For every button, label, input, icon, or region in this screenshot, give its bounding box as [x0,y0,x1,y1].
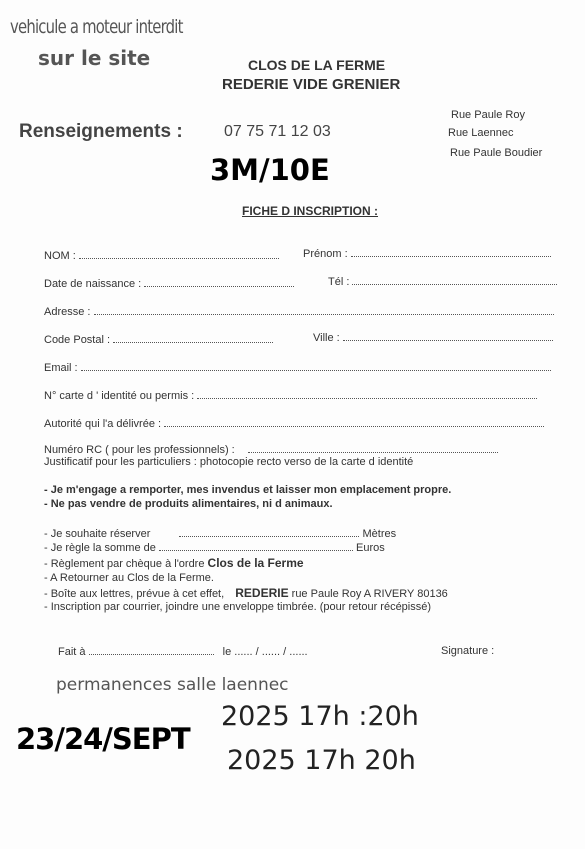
field-autorite [44,417,544,430]
field-ville [313,331,553,344]
input-code-postal[interactable] [113,333,273,343]
label-boite: - Boîte aux lettres, prévue à cet effet, [44,588,225,600]
input-carte[interactable] [197,389,537,399]
street-3: Rue Paule Boudier [450,147,543,159]
label-reserver: - Je souhaite réserver [44,528,151,540]
vehicle-ban-note-line2: sur le site [38,46,151,70]
input-adresse[interactable] [94,305,554,315]
header-subtitle: REDERIE VIDE GRENIER [222,76,401,93]
label-prenom: Prénom : [303,248,348,260]
label-naissance: Date de naissance : [44,278,142,290]
input-nom[interactable] [79,249,279,259]
label-autorite: Autorité qui l'a délivrée : [44,418,162,430]
field-rc [44,443,498,456]
price-label: 3M/10E [210,153,330,187]
label-adresse: Adresse : [44,306,91,318]
label-regle: - Je règle la somme de [44,542,156,554]
input-metres[interactable] [179,527,359,537]
return-note: - A Retourner au Clos de la Ferme. [44,572,214,584]
cheque-row [44,556,304,570]
cheque-payee: Clos de la Ferme [207,556,304,570]
label-nom: NOM : [44,250,76,262]
field-naissance [44,277,294,290]
label-carte: N° carte d ' identité ou permis : [44,390,195,402]
label-email: Email : [44,362,78,374]
field-email [44,361,551,374]
mailbox-row [44,586,448,600]
field-adresse [44,305,554,318]
label-cheque: - Règlement par chèque à l'ordre [44,558,205,570]
input-fait[interactable] [89,645,214,655]
contact-phone: 07 75 71 12 03 [224,123,331,140]
commitment-1: - Je m'engage a remporter, mes invendus et laisser mon emplacement propre. [44,484,452,496]
label-tel: Tél : [328,276,350,288]
commitment-2: - Ne pas vendre de produits alimentaires, ni d animaux. [44,498,333,510]
form-title: FICHE D INSCRIPTION : [242,204,379,218]
field-nom [44,249,279,262]
mailbox-name: REDERIE [235,586,289,600]
input-ville[interactable] [343,331,553,341]
mail-note: - Inscription par courrier, joindre une enveloppe timbrée. (pour retour récépissé) [44,601,432,613]
header-title: CLOS DE LA FERME [248,57,386,73]
label-rc: Numéro RC ( pour les professionnels) : [44,444,235,456]
input-prenom[interactable] [351,247,551,257]
event-time-1: 2025 17h :20h [221,701,419,732]
field-carte [44,389,537,402]
label-metres: Mètres [362,528,397,540]
contact-label: Renseignements : [19,121,183,142]
justificatif-note: Justificatif pour les particuliers : photocopie recto verso de la carte d identité [44,456,414,468]
permanences-note: permanences salle laennec [56,675,289,695]
input-rc[interactable] [248,443,498,453]
input-euros[interactable] [159,541,353,551]
input-autorite[interactable] [164,417,544,427]
label-code-postal: Code Postal : [44,334,111,346]
pay-row [44,541,385,554]
label-fait: Fait à [58,646,86,658]
field-code-postal [44,333,273,346]
street-1: Rue Paule Roy [451,109,525,121]
event-time-2: 2025 17h 20h [227,745,416,776]
input-tel[interactable] [352,275,557,285]
label-date: le ...... / ...... / ...... [222,646,308,658]
field-tel [328,275,557,288]
mailbox-address: rue Paule Roy A RIVERY 80136 [291,588,448,600]
vehicle-ban-note: vehicule a moteur interdit [10,16,183,38]
street-2: Rue Laennec [448,127,514,139]
label-euros: Euros [356,542,385,554]
label-ville: Ville : [313,332,340,344]
input-email[interactable] [81,361,551,371]
signature-label: Signature : [441,645,495,657]
field-prenom [303,247,551,260]
fait-row [58,645,308,658]
event-days: 23/24/SEPT [16,722,190,756]
reserve-row [44,527,396,540]
input-naissance[interactable] [144,277,294,287]
